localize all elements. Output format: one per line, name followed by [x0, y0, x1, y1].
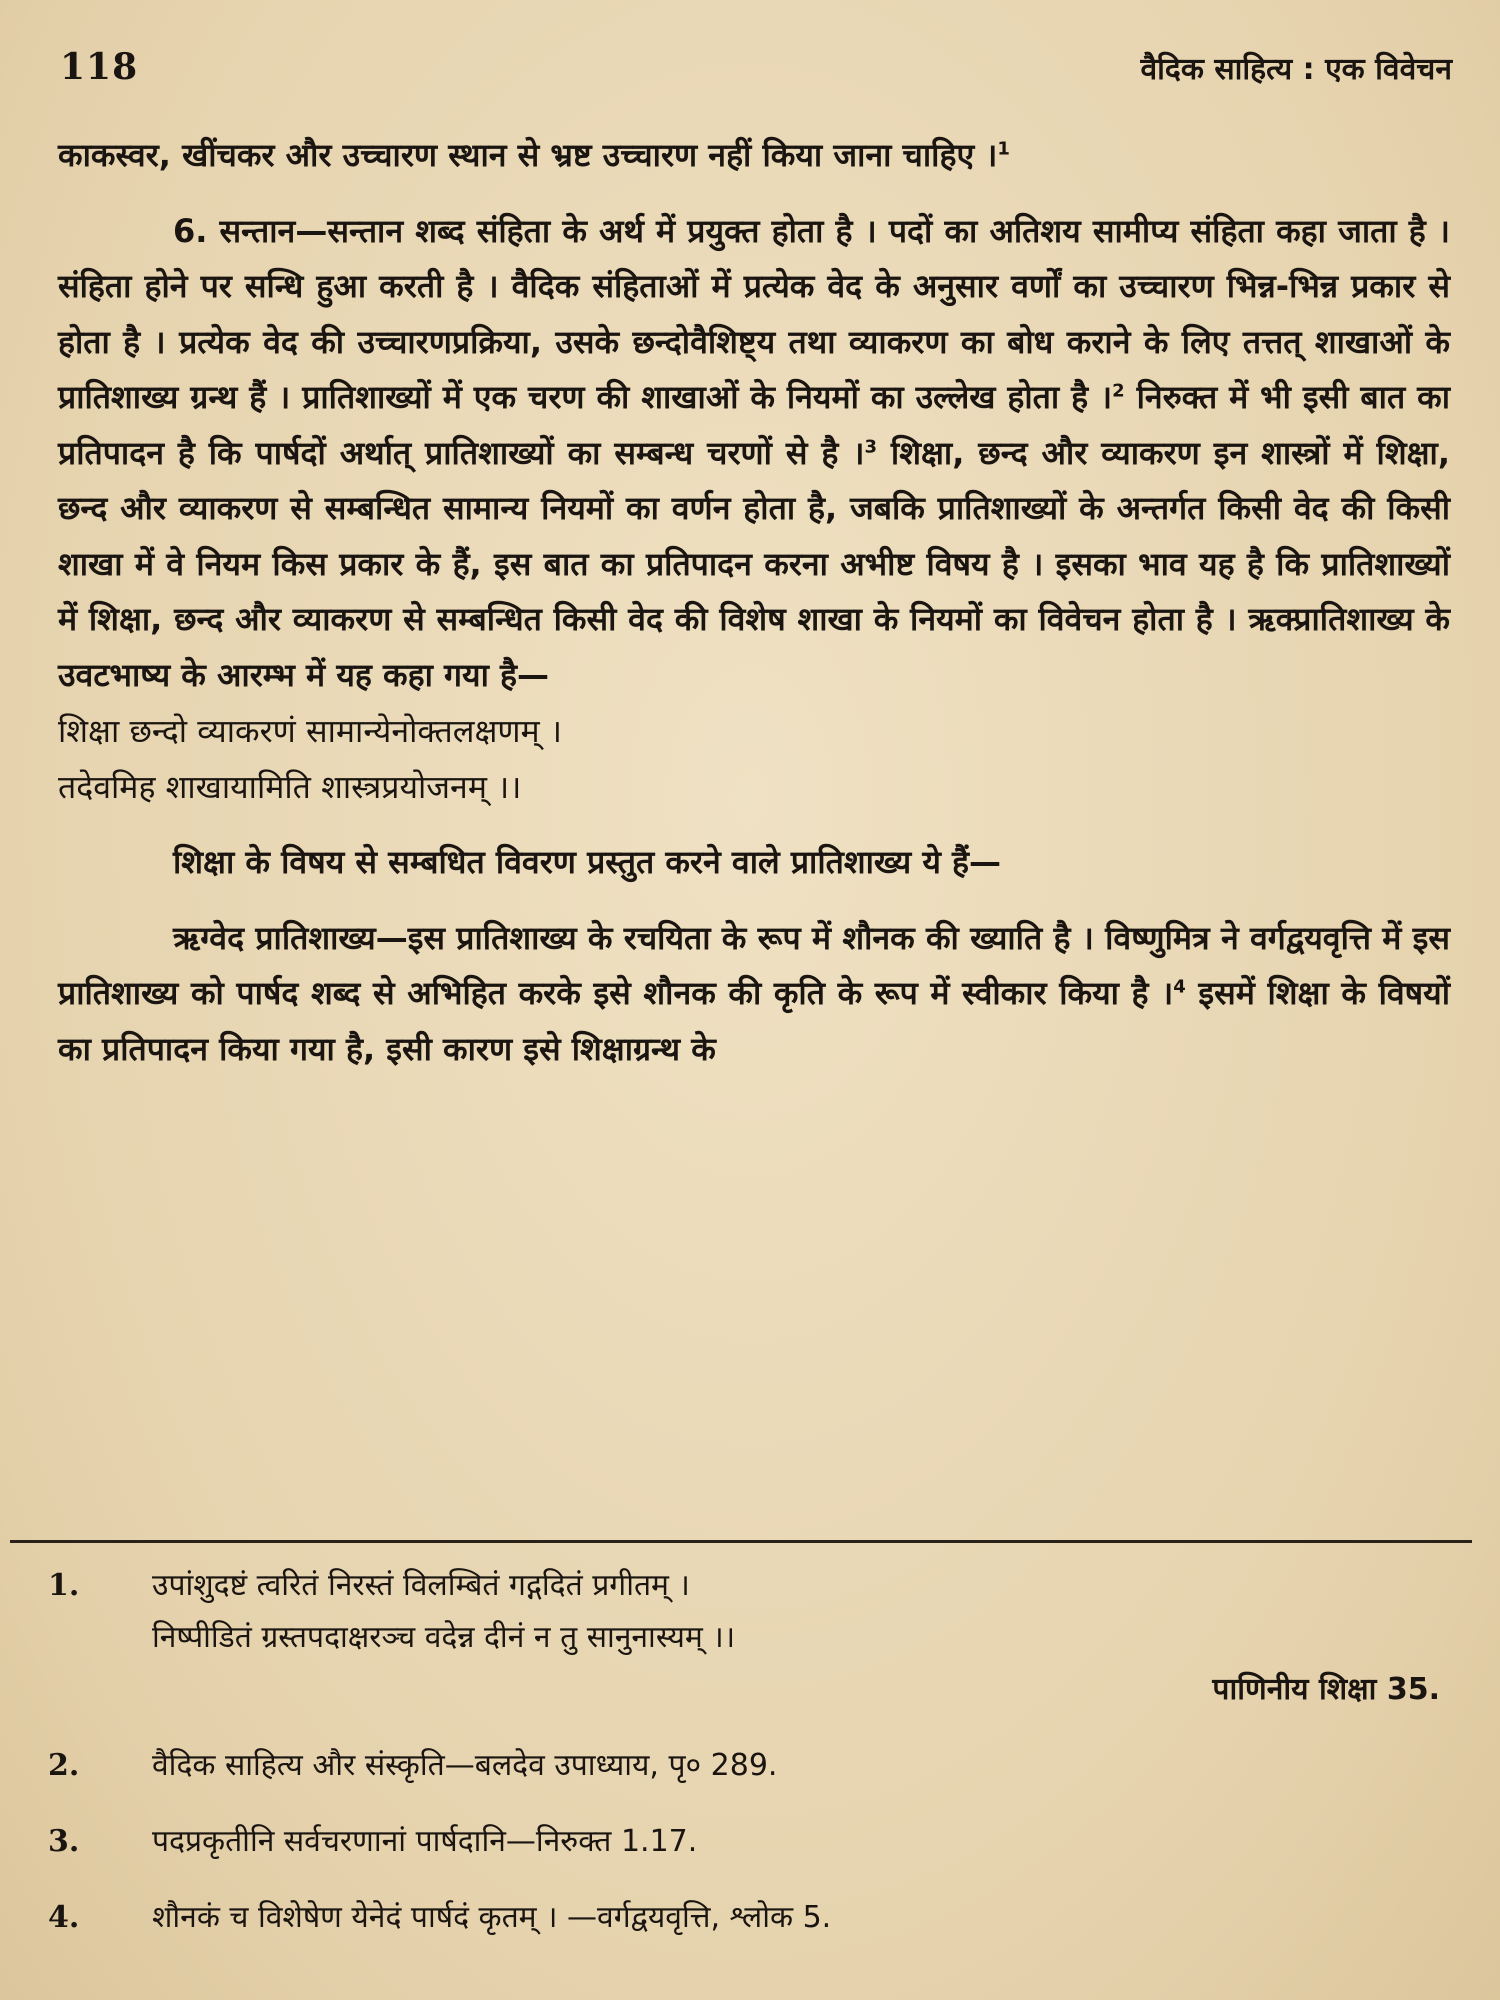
footnote-number: 1. [48, 1568, 80, 1603]
paragraph-text: इसमें शिक्षा के विषयों का प्रतिपादन किया गया है, इसी कारण इसे शिक्षाग्रन्थ के [58, 974, 1450, 1068]
footnote-verse-line: निष्पीडितं ग्रस्तपदाक्षरञ्च वदेन्न दीनं न तु सानुनास्यम् ।। [152, 1620, 736, 1655]
paragraph-text: काकस्वर, खींचकर और उच्चारण स्थान से भ्रष्ट उच्चारण नहीं किया जाना चाहिए । [58, 136, 998, 174]
footnote-verse-line: उपांशुदष्टं त्वरितं निरस्तं विलम्बितं गद्गदितं प्रगीतम् । [152, 1568, 690, 1603]
footnote-text: वैदिक साहित्य और संस्कृति—बलदेव उपाध्याय, पृ० 289. [152, 1748, 778, 1783]
footnotes [48, 1560, 1440, 1944]
paragraph-text: शिक्षा, छन्द और व्याकरण इन शास्त्रों में शिक्षा, छन्द और व्याकरण से सम्बन्धित सामान्य नियमों का वर्णन होता है, जबकि प्रातिशाख्यों के अन्तर्गत किसी वेद की किसी शाखा में वे नियम किस प्रकार के हैं, इस बात का प्रतिपादन करना अभीष्ट विषय है । इसका भाव यह है कि प्रातिशाख्यों में शिक्षा, छन्द और व्याकरण से सम्बन्धित किसी वेद की विशेष शाखा के नियमों का विवेचन होता है । ऋक्प्रातिशाख्य के उवटभाष्य के आरम्भ में यह कहा गया है— [58, 433, 1451, 694]
footnote-item [48, 1740, 1440, 1792]
section-santan [58, 204, 1450, 704]
footnote-number: 4. [48, 1900, 80, 1935]
footnote-ref: 4 [1173, 976, 1186, 998]
footnote-divider [10, 1540, 1472, 1543]
verse-line: तदेवमिह शाखायामिति शास्त्रप्रयोजनम् ।। [58, 768, 522, 806]
footnote-item [48, 1892, 1440, 1944]
footnote-source: पाणिनीय शिक्षा 35. [1212, 1672, 1440, 1707]
section-rigveda-pratishakhya [58, 911, 1450, 1078]
footnote-ref: 2 [1112, 380, 1125, 402]
paragraph-intro: शिक्षा के विषय से सम्बधित विवरण प्रस्तुत करने वाले प्रातिशाख्य ये हैं— [173, 843, 1002, 881]
footnote-ref: 3 [864, 435, 877, 457]
section-heading: ऋग्वेद प्रातिशाख्य [173, 918, 376, 957]
footnote-ref: 1 [997, 138, 1010, 160]
verse-line: शिक्षा छन्दो व्याकरणं सामान्येनोक्तलक्षणम् । [58, 712, 562, 750]
page-number: 118 [60, 46, 139, 88]
paragraph-text: निरुक्त में भी इसी बात का प्रतिपादन है कि पार्षदों अर्थात् प्रातिशाख्यों का सम्बन्ध चरणों से है । [58, 378, 1450, 472]
footnote-text: पदप्रकृतीनि सर्वचरणानां पार्षदानि—निरुक्त 1.17. [152, 1824, 698, 1859]
paragraph-continuation [58, 128, 1450, 184]
footnote-number: 2. [48, 1748, 80, 1783]
footnote-number: 3. [48, 1824, 80, 1859]
footnote-text: शौनकं च विशेषेण येनेदं पार्षदं कृतम् । —वर्गद्वयवृत्ति, श्लोक 5. [152, 1900, 832, 1935]
footnote-item [48, 1816, 1440, 1868]
paragraph-text: —सन्तान शब्द संहिता के अर्थ में प्रयुक्त होता है । पदों का अतिशय सामीप्य संहिता कहा जाता है । संहिता होने पर सन्धि हुआ करती है । वैदिक संहिताओं में प्रत्येक वेद के अनुसार वर्णों का उच्चारण भिन्न-भिन्न प्रकार से होता है । प्रत्येक वेद की उच्चारणप्रक्रिया, उसके छन्दोवैशिष्ट्य तथा व्याकरण का बोध कराने के लिए तत्तत् शाखाओं के प्रातिशाख्य ग्रन्थ हैं । प्रातिशाख्यों में एक चरण की शाखाओं के नियमों का उल्लेख होता है । [58, 211, 1450, 416]
running-title: वैदिक साहित्य : एक विवेचन [1140, 51, 1452, 87]
footnote-item [48, 1560, 1440, 1716]
page-header [60, 42, 1452, 92]
section-heading: 6. सन्तान [173, 211, 296, 250]
main-text [58, 128, 1450, 1077]
paragraph-text: —इस प्रातिशाख्य के रचयिता के रूप में शौनक की ख्याति है । विष्णुमित्र ने वर्गद्वयवृत्ति में इस प्रातिशाख्य को पार्षद शब्द से अभिहित करके इसे शौनक की कृति के रूप में स्वीकार किया है । [58, 918, 1450, 1012]
